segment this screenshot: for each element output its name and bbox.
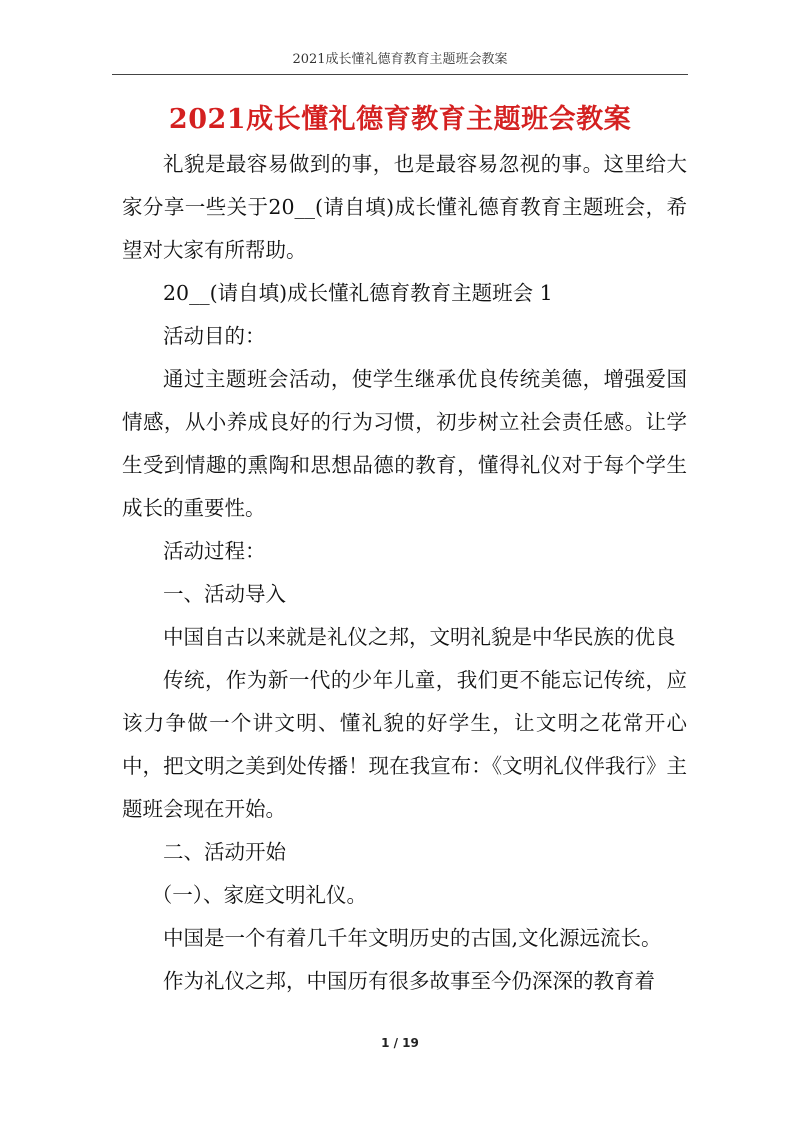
document-body [122, 143, 687, 1003]
paragraph-stories: 作为礼仪之邦，中国历有很多故事至今仍深深的教育着 [163, 969, 655, 993]
paragraph-process-label: 活动过程： [163, 539, 266, 563]
page-indicator: 1 / 19 [381, 1036, 419, 1050]
paragraph-purpose-label: 活动目的： [163, 324, 266, 348]
running-header: 2021成长懂礼德育教育主题班会教案 [292, 52, 508, 67]
paragraph-purpose: 通过主题班会活动，使学生继承优良传统美德，增强爱国情感，从小养成良好的行为习惯，初步树立社会责任感。让学生受到情趣的熏陶和思想品德的教育，懂得礼仪对于每个学生成长的重要性。 [122, 367, 687, 520]
header-divider [112, 74, 688, 75]
paragraph-intro: 礼貌是最容易做到的事，也是最容易忽视的事。这里给大家分享一些关于20__(请自填)成长懂礼德育教育主题班会，希望对大家有所帮助。 [122, 152, 687, 262]
paragraph-step-two-heading: 二、活动开始 [163, 840, 286, 864]
paragraph-history: 中国是一个有着几千年文明历史的古国,文化源远流长。 [163, 926, 662, 950]
paragraph-step-one-intro: 中国自古以来就是礼仪之邦，文明礼貌是中华民族的优良 [163, 625, 676, 649]
paragraph-step-one-body: 传统，作为新一代的少年儿童，我们更不能忘记传统，应该力争做一个讲文明、懂礼貌的好学生，让文明之花常开心中，把文明之美到处传播！现在我宣布：《文明礼仪伴我行》主题班会现在开始。 [122, 668, 687, 821]
paragraph-section-heading: 20__(请自填)成长懂礼德育教育主题班会 1 [163, 281, 553, 305]
paragraph-step-one-heading: 一、活动导入 [163, 582, 286, 606]
document-title: 2021成长懂礼德育教育主题班会教案 [168, 104, 632, 135]
paragraph-subsection-heading: （一）、家庭文明礼仪。 [151, 883, 367, 907]
